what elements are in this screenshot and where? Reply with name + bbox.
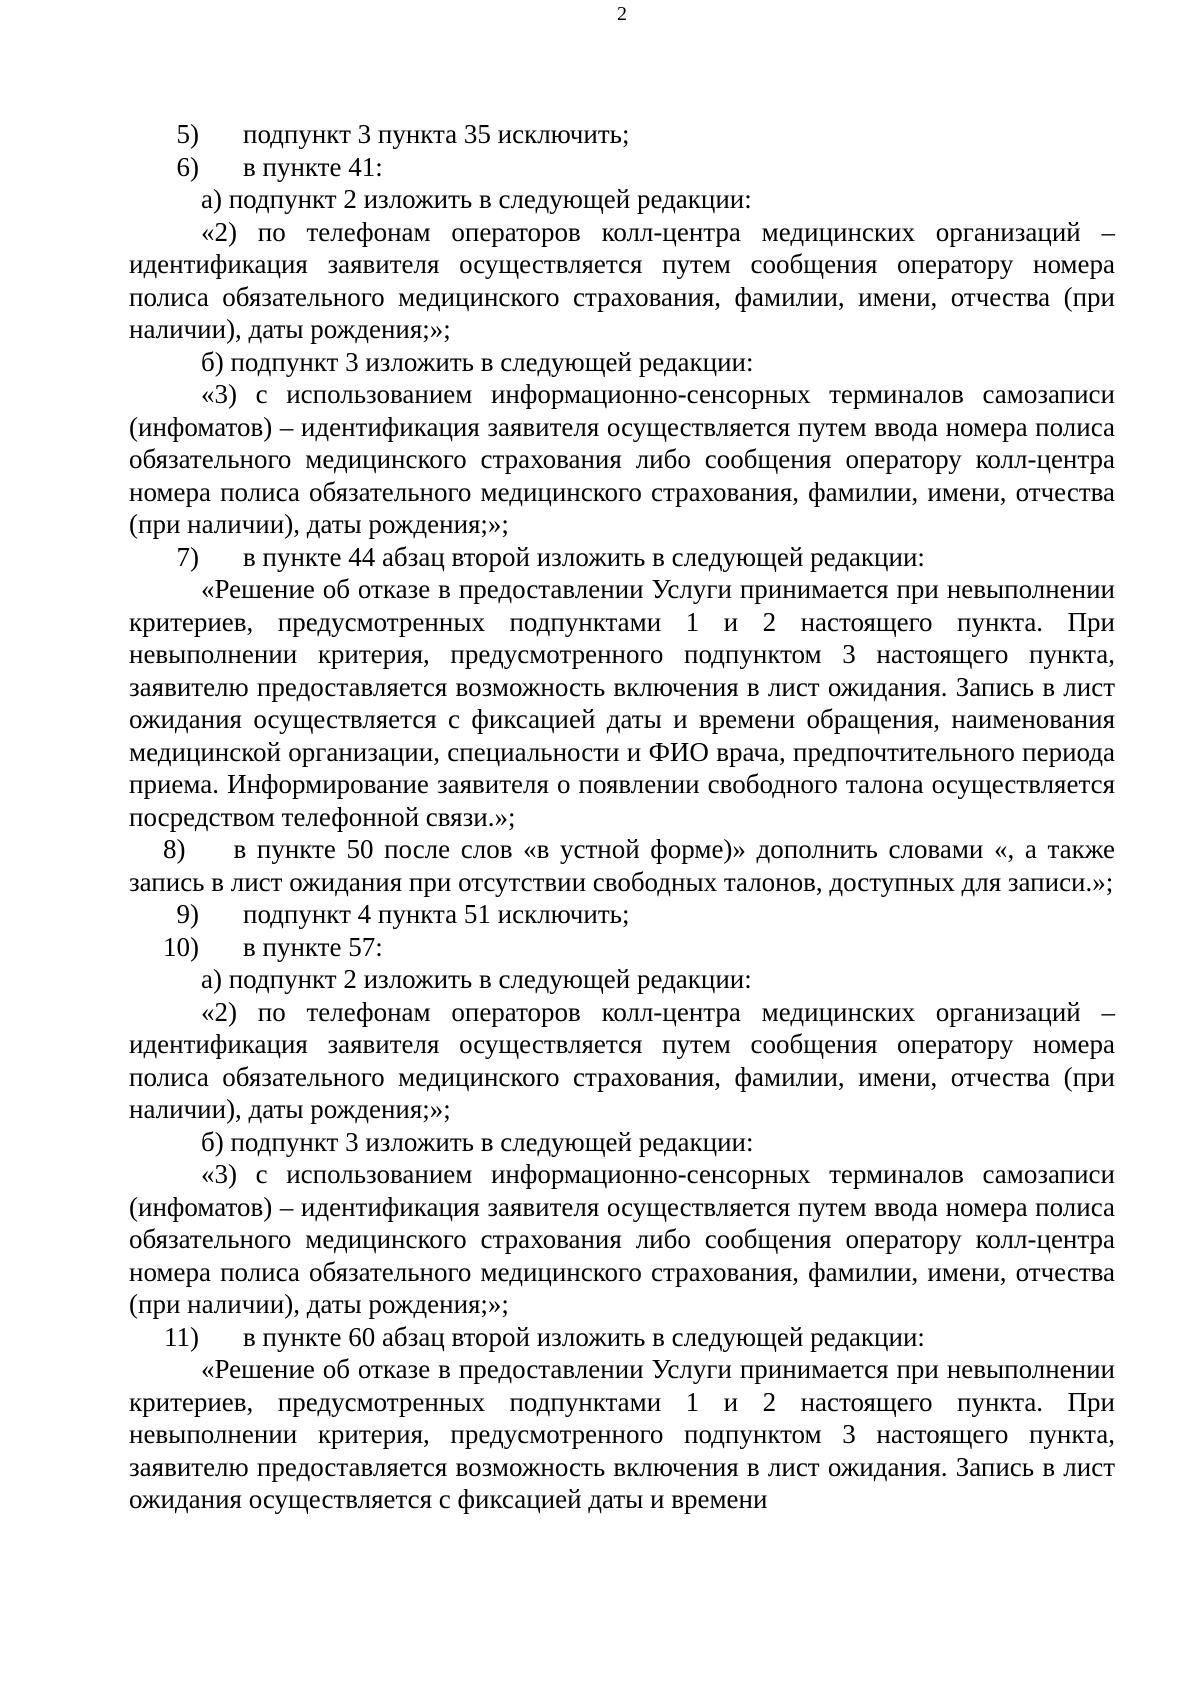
list-item-text: в пункте 50 после слов «в устной форме)» дополнить словами «, а также запись в лист ожидания при отсутствии свободных талонов, доступных для записи.»;: [129, 834, 1115, 897]
quoted-paragraph: «3) с использованием информационно-сенсорных терминалов самозаписи (инфоматов) – идентификация заявителя осуществляется путем ввода номера полиса обязательного медицинского страхования либо сообщения оператору колл-центра номера полиса обязательного медицинского страхования, фамилии, имени, отчества (при наличии), даты рождения;»;: [129, 1159, 1115, 1319]
list-item-6: [129, 151, 1115, 184]
subitem-paragraph: а) подпункт 2 изложить в следующей редакции:: [201, 184, 752, 214]
list-item-9: [129, 898, 1115, 931]
list-item-text: в пункте 41:: [243, 151, 383, 182]
list-item-number: 11): [164, 1321, 199, 1352]
list-item-8: [129, 833, 1115, 898]
quoted-paragraph: «3) с использованием информационно-сенсорных терминалов самозаписи (инфоматов) – идентификация заявителя осуществляется путем ввода номера полиса обязательного медицинского страхования либо сообщения оператору колл-центра номера полиса обязательного медицинского страхования, фамилии, имени, отчества (при наличии), даты рождения;»;: [129, 379, 1115, 539]
list-item-number: 10): [163, 931, 199, 962]
list-item-11: [129, 1321, 1115, 1354]
subitem-paragraph: б) подпункт 3 изложить в следующей редакции:: [201, 346, 754, 377]
list-item-7: [129, 541, 1115, 574]
quoted-paragraph: «Решение об отказе в предоставлении Услуги принимается при невыполнении критериев, предусмотренных подпунктами 1 и 2 настоящего пункта. При невыполнении критерия, предусмотренного подпунктом 3 настоящего пункта, заявителю предоставляется возможность включения в лист ожидания. Запись в лист ожидания осуществляется с фиксацией даты и времени обращения, наименования медицинской организации, специальности и ФИО врача, предпочтительного периода приема. Информирование заявителя о появлении свободного талона осуществляется посредством телефонной связи.»;: [129, 574, 1115, 832]
list-item-text: подпункт 4 пункта 51 исключить;: [243, 899, 630, 929]
quoted-paragraph: «Решение об отказе в предоставлении Услуги принимается при невыполнении критериев, предусмотренных подпунктами 1 и 2 настоящего пункта. При невыполнении критерия, предусмотренного подпунктом 3 настоящего пункта, заявителю предоставляется возможность включения в лист ожидания. Запись в лист ожидания осуществляется с фиксацией даты и времени: [129, 1354, 1115, 1514]
quoted-paragraph: «2) по телефонам операторов колл-центра медицинских организаций – идентификация заявителя осуществляется путем сообщения оператору номера полиса обязательного медицинского страхования, фамилии, имени, отчества (при наличии), даты рождения;»;: [129, 216, 1115, 344]
document-body: [129, 118, 1115, 1516]
list-item-number: 8): [163, 834, 186, 864]
list-item-number: 9): [176, 899, 199, 929]
subitem-paragraph: а) подпункт 2 изложить в следующей редакции:: [201, 964, 752, 994]
page-number: 2: [617, 3, 627, 25]
list-item-text: в пункте 57:: [243, 931, 383, 962]
list-item-number: 5): [176, 119, 199, 149]
subitem-paragraph: б) подпункт 3 изложить в следующей редакции:: [201, 1126, 754, 1157]
list-item-10: [129, 931, 1115, 964]
list-item-text: в пункте 44 абзац второй изложить в следующей редакции:: [243, 541, 925, 572]
quoted-paragraph: «2) по телефонам операторов колл-центра медицинских организаций – идентификация заявителя осуществляется путем сообщения оператору номера полиса обязательного медицинского страхования, фамилии, имени, отчества (при наличии), даты рождения;»;: [129, 996, 1115, 1124]
list-item-number: 6): [176, 151, 199, 182]
list-item-5: [129, 118, 1115, 151]
list-item-text: в пункте 60 абзац второй изложить в следующей редакции:: [243, 1321, 925, 1352]
list-item-text: подпункт 3 пункта 35 исключить;: [243, 119, 630, 149]
list-item-number: 7): [176, 541, 199, 572]
